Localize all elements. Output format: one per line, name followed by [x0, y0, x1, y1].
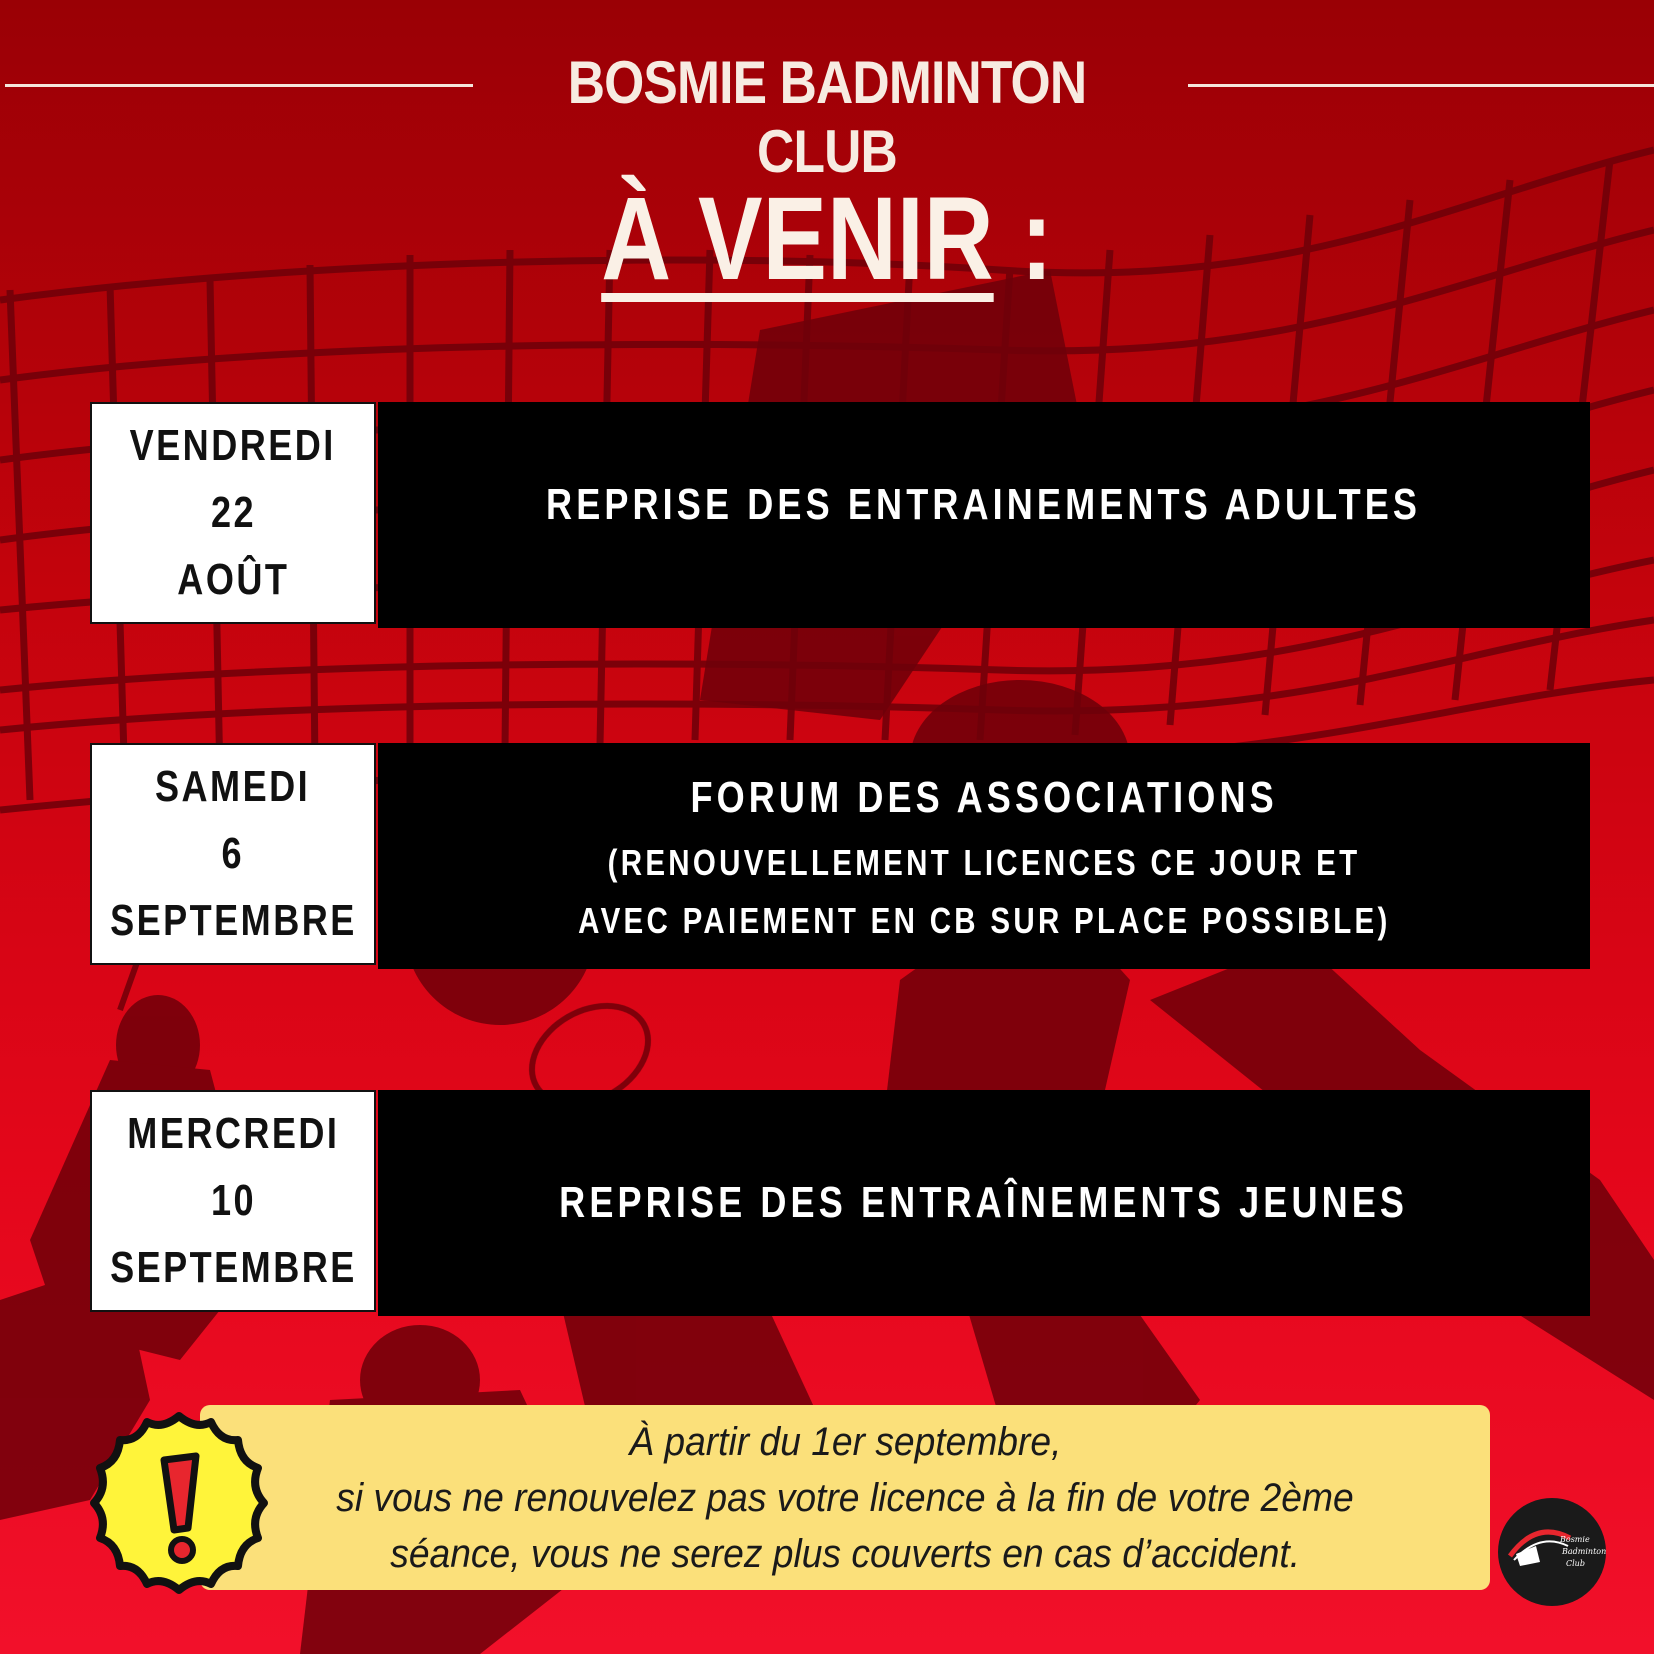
event-month: AOÛT [176, 555, 290, 605]
logo-text-1: Bosmie [1560, 1535, 1590, 1544]
event-description [378, 402, 1590, 628]
event-description [378, 743, 1590, 969]
header-line-left [5, 84, 473, 87]
event-subtitle-line-2: AVEC PAIEMENT EN CB SUR PLACE POSSIBLE) [577, 900, 1391, 941]
event-subtitle-line-1: (RENOUVELLEMENT LICENCES CE JOUR ET [607, 842, 1361, 883]
event-day: 22 [210, 487, 256, 537]
event-card-3 [90, 1090, 1590, 1316]
event-weekday: VENDREDI [129, 420, 337, 470]
event-card-1 [90, 402, 1590, 628]
event-weekday: SAMEDI [155, 761, 311, 811]
header-line-right [1188, 84, 1654, 87]
license-notice [200, 1405, 1490, 1590]
club-logo-icon [1496, 1496, 1608, 1608]
event-title: FORUM DES ASSOCIATIONS [690, 773, 1278, 822]
event-card-2 [90, 743, 1590, 969]
page-title-colon: : [1020, 173, 1053, 305]
notice-line-2: si vous ne renouvelez pas votre licence à la fin de votre 2ème [336, 1475, 1354, 1520]
event-title: REPRISE DES ENTRAINEMENTS ADULTES [546, 480, 1422, 529]
exclamation-icon [84, 1408, 274, 1598]
event-month: SEPTEMBRE [109, 896, 357, 946]
event-weekday: MERCREDI [126, 1108, 340, 1158]
event-day: 10 [210, 1175, 256, 1225]
event-title: REPRISE DES ENTRAÎNEMENTS JEUNES [559, 1178, 1409, 1227]
event-month: SEPTEMBRE [109, 1243, 357, 1293]
notice-line-1: À partir du 1er septembre, [628, 1419, 1062, 1464]
event-description [378, 1090, 1590, 1316]
notice-line-3: séance, vous ne serez plus couverts en cas d’accident. [390, 1531, 1300, 1576]
logo-text-3: Club [1566, 1559, 1585, 1568]
event-date [90, 743, 376, 965]
club-name: BOSMIE BADMINTON CLUB [567, 49, 1087, 185]
page-title [592, 173, 1063, 305]
event-day: 6 [221, 828, 245, 878]
event-date [90, 402, 376, 624]
page-title-text: À VENIR [601, 173, 994, 305]
event-date [90, 1090, 376, 1312]
logo-text-2: Badminton [1562, 1547, 1607, 1556]
